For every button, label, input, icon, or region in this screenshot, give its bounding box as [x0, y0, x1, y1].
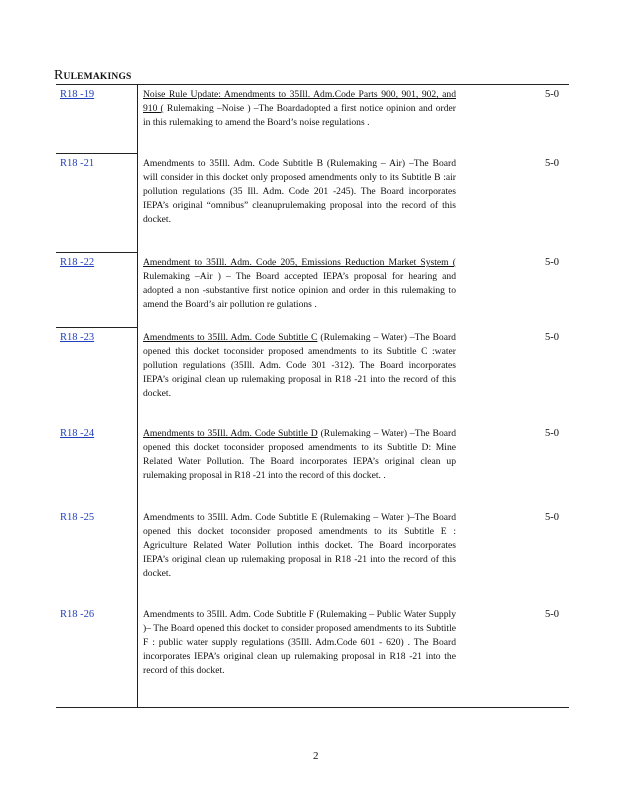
vote-count: 5-0	[545, 158, 559, 169]
table-row	[56, 605, 569, 705]
docket-description	[143, 331, 456, 401]
page-number: 2	[313, 750, 319, 762]
section-heading-initial: R	[54, 68, 64, 83]
vote-count: 5-0	[545, 257, 559, 268]
docket-link[interactable]: R18 -24	[60, 428, 95, 439]
docket-link[interactable]: R18 -21	[60, 158, 95, 169]
description-text: Amendments to 35Ill. Adm. Code Subtitle E (Rulemaking – Water )–The Board opened this docket toconsider proposed amendments to its Subtitle E : Agriculture Related Water Pollution inthis docket. The Board incorporates IEPA’s original clean up rulemaking proposal in R18 -21 into the record of this docket.	[143, 512, 456, 579]
docket-description	[143, 157, 456, 227]
table-row	[56, 508, 569, 605]
vote-count: 5-0	[545, 332, 559, 343]
description-text: Amendments to 35Ill. Adm. Code Subtitle B (Rulemaking – Air) –The Board will consider in this docket only proposed amendments only to its Subtitle B :air pollution regulations (35 Ill. Adm. Code 201 -245). The Board incorporates IEPA’s original “omnibus” cleanuprulemaking proposal into the record of this docket.	[143, 158, 456, 225]
table-row	[56, 424, 569, 508]
section-heading-rest: ULEMAKINGS	[63, 72, 132, 82]
description-text: Rulemaking –Air ) – The Board accepted IEPA’s proposal for hearing and adopted a non -substantive first notice opinion and order in this rulemaking to amend the Board’s air pollution re gulations .	[143, 270, 456, 310]
table-row	[56, 154, 569, 252]
table-bottom-rule	[56, 707, 569, 708]
section-heading	[54, 68, 132, 84]
description-underlined-lead: Amendments to 35Ill. Adm. Code Subtitle C	[143, 332, 318, 343]
docket-description	[143, 427, 456, 483]
description-text: (Rulemaking – Water) –The Board opened this docket toconsider proposed amendments to its Subtitle D: Mine Related Water Pollution. The Board incorporates IEPA’s original clean up rulemaking proposal in R18 -21 into the record of this docket. .	[143, 428, 456, 481]
vote-count: 5-0	[545, 609, 559, 620]
table-row	[56, 253, 569, 327]
docket-description	[143, 88, 456, 130]
table-row	[56, 85, 569, 153]
docket-link[interactable]: R18 -19	[60, 89, 95, 100]
vote-count: 5-0	[545, 89, 559, 100]
description-text: Rulemaking –Noise ) –The Boardadopted a first notice opinion and order in this rulemaking to amend the Board’s noise regulations .	[143, 102, 457, 128]
docket-description	[143, 511, 456, 581]
description-underlined-lead: Amendment to 35Ill. Adm. Code 205, Emissions Reduction Market System (	[143, 257, 456, 268]
docket-description	[143, 608, 456, 678]
vote-count: 5-0	[545, 428, 559, 439]
description-underlined-lead: Amendments to 35Ill. Adm. Code Subtitle D	[143, 428, 318, 439]
description-underlined-lead: Noise Rule Update: Amendments to 35Ill. Adm.Code Parts 900, 901, 902, and 910 (	[143, 89, 456, 114]
table-row	[56, 328, 569, 424]
vote-count: 5-0	[545, 512, 559, 523]
docket-description	[143, 256, 456, 312]
docket-link[interactable]: R18 -25	[60, 512, 95, 523]
docket-link[interactable]: R18 -26	[60, 609, 95, 620]
description-text: (Rulemaking – Water) –The Board opened this docket toconsider proposed amendments to its Subtitle C :water pollution regulations (35Ill. Adm. Code 301 -312). The Board incorporates IEPA’s original clean up rulemaking proposal in R18 -21 into the record of this docket.	[143, 332, 456, 399]
docket-link[interactable]: R18 -23	[60, 332, 95, 343]
docket-link[interactable]: R18 -22	[60, 257, 95, 268]
description-text: Amendments to 35Ill. Adm. Code Subtitle F (Rulemaking – Public Water Supply )– The Board opened this docket to consider proposed amendments to its Subtitle F : public water supply regulations (35Ill. Adm.Code 601 - 620) . The Board incorporates IEPA’s original clean up rulemaking proposal in R18 -21 into the record of this docket.	[143, 609, 456, 676]
